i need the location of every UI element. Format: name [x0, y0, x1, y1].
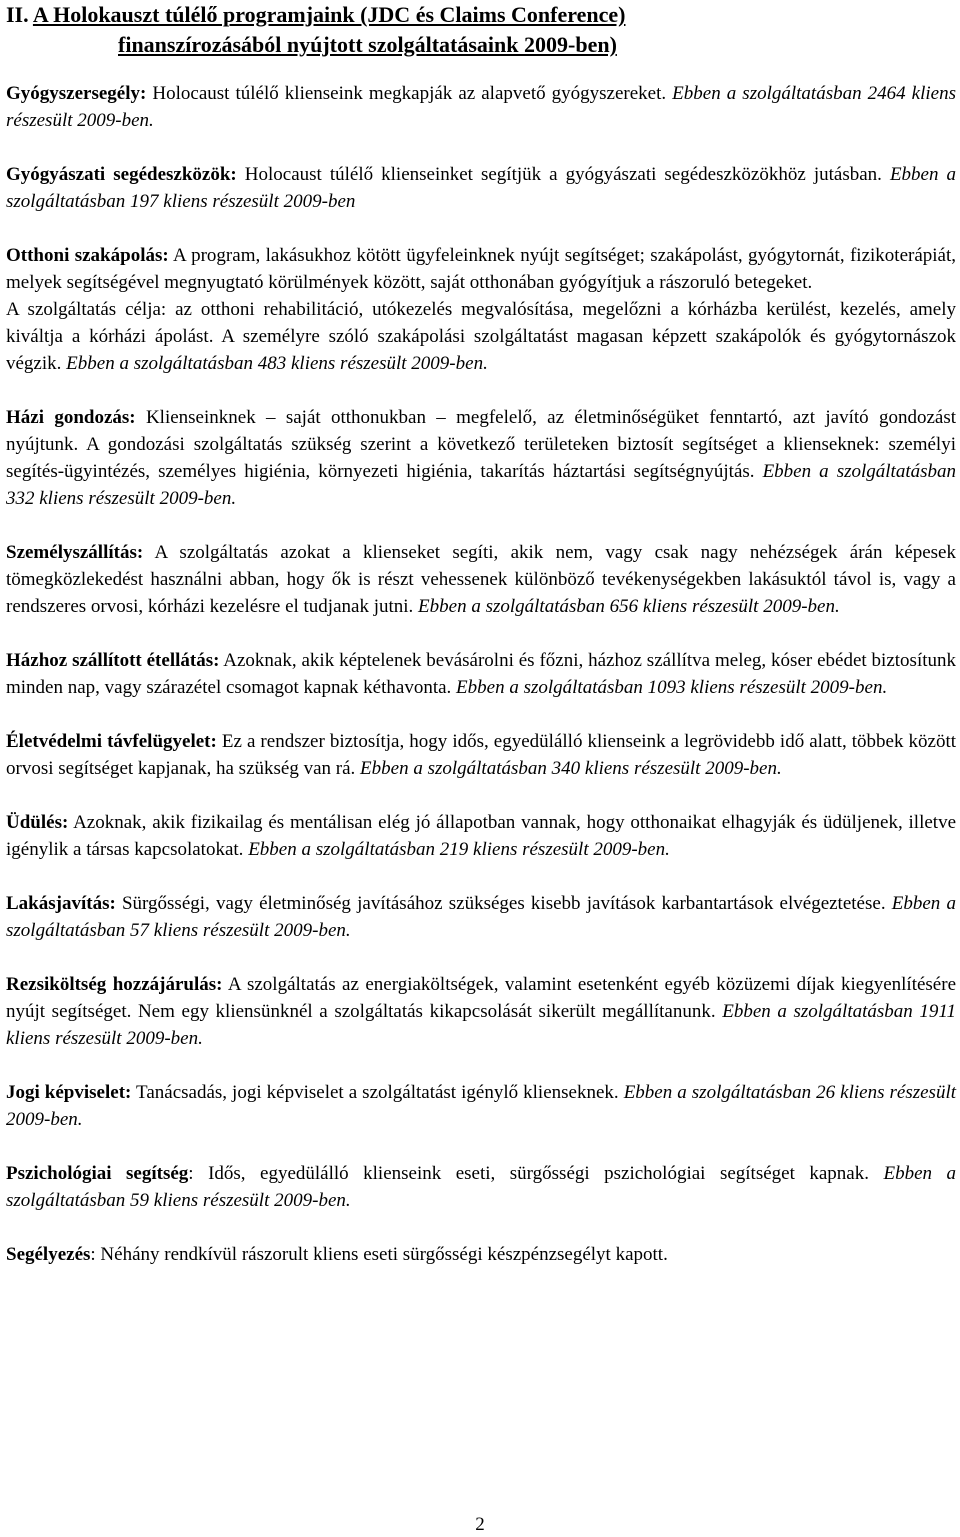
paragraph-statistic: Ebben a szolgáltatásban 1093 kliens részesült 2009-ben.	[456, 677, 888, 698]
paragraph-szemelyszallitas	[6, 539, 956, 620]
paragraph-udules	[6, 809, 956, 863]
paragraph-text: Ez a rendszer biztosítja, hogy idős, egyedülálló klienseink a legrövidebb idő alatt, többek között orvosi segítséget kapjanak, ha szükség van rá.	[6, 731, 956, 779]
paragraph-lead: Lakásjavítás:	[6, 893, 116, 914]
paragraph-lead: Otthoni szakápolás:	[6, 245, 169, 266]
heading-title-line1: A Holokauszt túlélő programjaink (JDC és Claims Conference)	[32, 2, 626, 27]
paragraph-pszichologiai-segitseg	[6, 1160, 956, 1214]
paragraph-text: Sürgősségi, vagy életminőség javításához szükséges kisebb javítások karbantartások elvégeztetése.	[115, 893, 892, 914]
paragraph-lead: Házi gondozás:	[6, 407, 136, 428]
paragraph-segedeszkozok	[6, 161, 956, 215]
paragraph-lead: Pszichológiai segítség	[6, 1163, 189, 1184]
paragraph-statistic: Ebben a szolgáltatásban 656 kliens részesült 2009-ben.	[418, 596, 840, 617]
page-number: 2	[475, 1514, 485, 1535]
paragraph-lakasjavitas	[6, 890, 956, 944]
paragraph-text: Klienseinknek – saját otthonukban – megfelelő, az életminőségüket fenntartó, azt javító gondozást nyújtunk. A gondozási szolgáltatás szükség szerint a következő területeken biztosít segítséget a klienseknek: személyi segítés-ügyintézés, személyes higiénia, környezeti higiénia, takarítás háztartási segítségnyújtás.	[6, 407, 956, 482]
document-body	[6, 80, 956, 1295]
paragraph-statistic: Ebben a szolgáltatásban 1911 kliens részesült 2009-ben.	[6, 1001, 956, 1049]
paragraph-text: A program, lakásukhoz kötött ügyfeleinknek nyújt segítséget; szakápolást, gyógytornát, fizikoterápiát, melyek segítségével megnyugtató körülmények között, saját otthonában gyógyítjuk a rászoruló betegeket.	[6, 245, 957, 293]
paragraph-lead: Házhoz szállított étellátás:	[6, 650, 220, 671]
paragraph-jogi-kepviselet	[6, 1079, 956, 1133]
paragraph-lead: Gyógyszersegély:	[6, 83, 147, 104]
paragraph-szakapolas-cel	[6, 296, 956, 377]
paragraph-text: : Idős, egyedülálló klienseink eseti, sürgősségi pszichológiai segítséget kapnak.	[188, 1163, 884, 1184]
paragraph-statistic: Ebben a szolgáltatásban 483 kliens részesült 2009-ben.	[66, 353, 488, 374]
paragraph-text: Holocaust túlélő klienseink megkapják az alapvető gyógyszereket.	[146, 83, 673, 104]
paragraph-text: Holocaust túlélő klienseinket segítjük a gyógyászati segédeszközökhöz jutásban.	[236, 164, 890, 185]
paragraph-otthoni-szakapolas	[6, 242, 956, 296]
paragraph-lead: Személyszállítás:	[6, 542, 144, 563]
paragraph-statistic: Ebben a szolgáltatásban 26 kliens részesült 2009-ben.	[6, 1082, 956, 1130]
paragraph-lead: Rezsiköltség hozzájárulás:	[6, 974, 223, 995]
paragraph-lead: Üdülés:	[6, 812, 69, 833]
paragraph-statistic: Ebben a szolgáltatásban 332 kliens részesült 2009-ben.	[6, 461, 957, 509]
paragraph-rezsikoltseg	[6, 971, 956, 1052]
paragraph-lead: Gyógyászati segédeszközök:	[6, 164, 237, 185]
paragraph-tavfelugyelet	[6, 728, 956, 782]
paragraph-text: Azoknak, akik fizikailag és mentálisan elég jó állapotban vannak, hogy otthonaikat elhagyják és üdüljenek, illetve igénylik a társas kapcsolatokat.	[6, 812, 956, 860]
paragraph-text: A szolgáltatás az energiaköltségek, valamint esetenként egyéb közüzemi díjak kiegyenlítésére nyújt segítséget. Nem egy kliensünknél a szolgáltatás kikapcsolását sikerült megállítanunk.	[6, 974, 956, 1022]
paragraph-etellatas	[6, 647, 956, 701]
paragraph-statistic: Ebben a szolgáltatásban 197 kliens részesült 2009-ben	[6, 164, 957, 212]
paragraph-gyogyszersegely	[6, 80, 956, 134]
paragraph-statistic: Ebben a szolgáltatásban 219 kliens részesült 2009-ben.	[248, 839, 670, 860]
paragraph-statistic: Ebben a szolgáltatásban 57 kliens részesült 2009-ben.	[6, 893, 956, 941]
paragraph-statistic: Ebben a szolgáltatásban 340 kliens részesült 2009-ben.	[360, 758, 782, 779]
heading-title-line2: finanszírozásából nyújtott szolgáltatásaink 2009-ben)	[118, 32, 617, 57]
paragraph-text: : Néhány rendkívül rászorult kliens eseti sürgősségi készpénzsegélyt kapott.	[90, 1244, 668, 1265]
paragraph-segelyezes	[6, 1241, 956, 1268]
paragraph-lead: Segélyezés	[6, 1244, 91, 1265]
paragraph-text: A szolgáltatás azokat a klienseket segíti, akik nem, vagy csak nagy nehézségek árán képesek tömegközlekedést használni abban, hogy ők is részt vehessenek különböző tevékenységekben lakásuktól távol is, vagy a rendszeres orvosi, kórházi kezelésre el tudjanak jutni.	[6, 542, 956, 617]
paragraph-statistic: Ebben a szolgáltatásban 59 kliens részesült 2009-ben.	[6, 1163, 956, 1211]
paragraph-text: Tanácsadás, jogi képviselet a szolgáltatást igénylő klienseknek.	[131, 1082, 624, 1103]
paragraph-text: A szolgáltatás célja: az otthoni rehabilitáció, utókezelés megvalósítása, megelőzni a kórházba kerülést, kezelés, amely kiváltja a kórházi ápolást. A személyre szóló szakápolási szolgáltatást magasan képzett szakápolók és gyógytornászok végzik.	[6, 299, 956, 374]
paragraph-lead: Életvédelmi távfelügyelet:	[6, 731, 217, 752]
paragraph-text: Azoknak, akik képtelenek bevásárolni és főzni, házhoz szállítva meleg, kóser ebédet biztosítunk minden nap, vagy szárazétel csomagot kapnak kéthavonta.	[6, 650, 956, 698]
paragraph-statistic: Ebben a szolgáltatásban 2464 kliens részesült 2009-ben.	[6, 83, 957, 131]
section-heading	[6, 0, 956, 60]
heading-number: II.	[6, 2, 29, 27]
paragraph-lead: Jogi képviselet:	[6, 1082, 132, 1103]
paragraph-hazi-gondozas	[6, 404, 956, 512]
